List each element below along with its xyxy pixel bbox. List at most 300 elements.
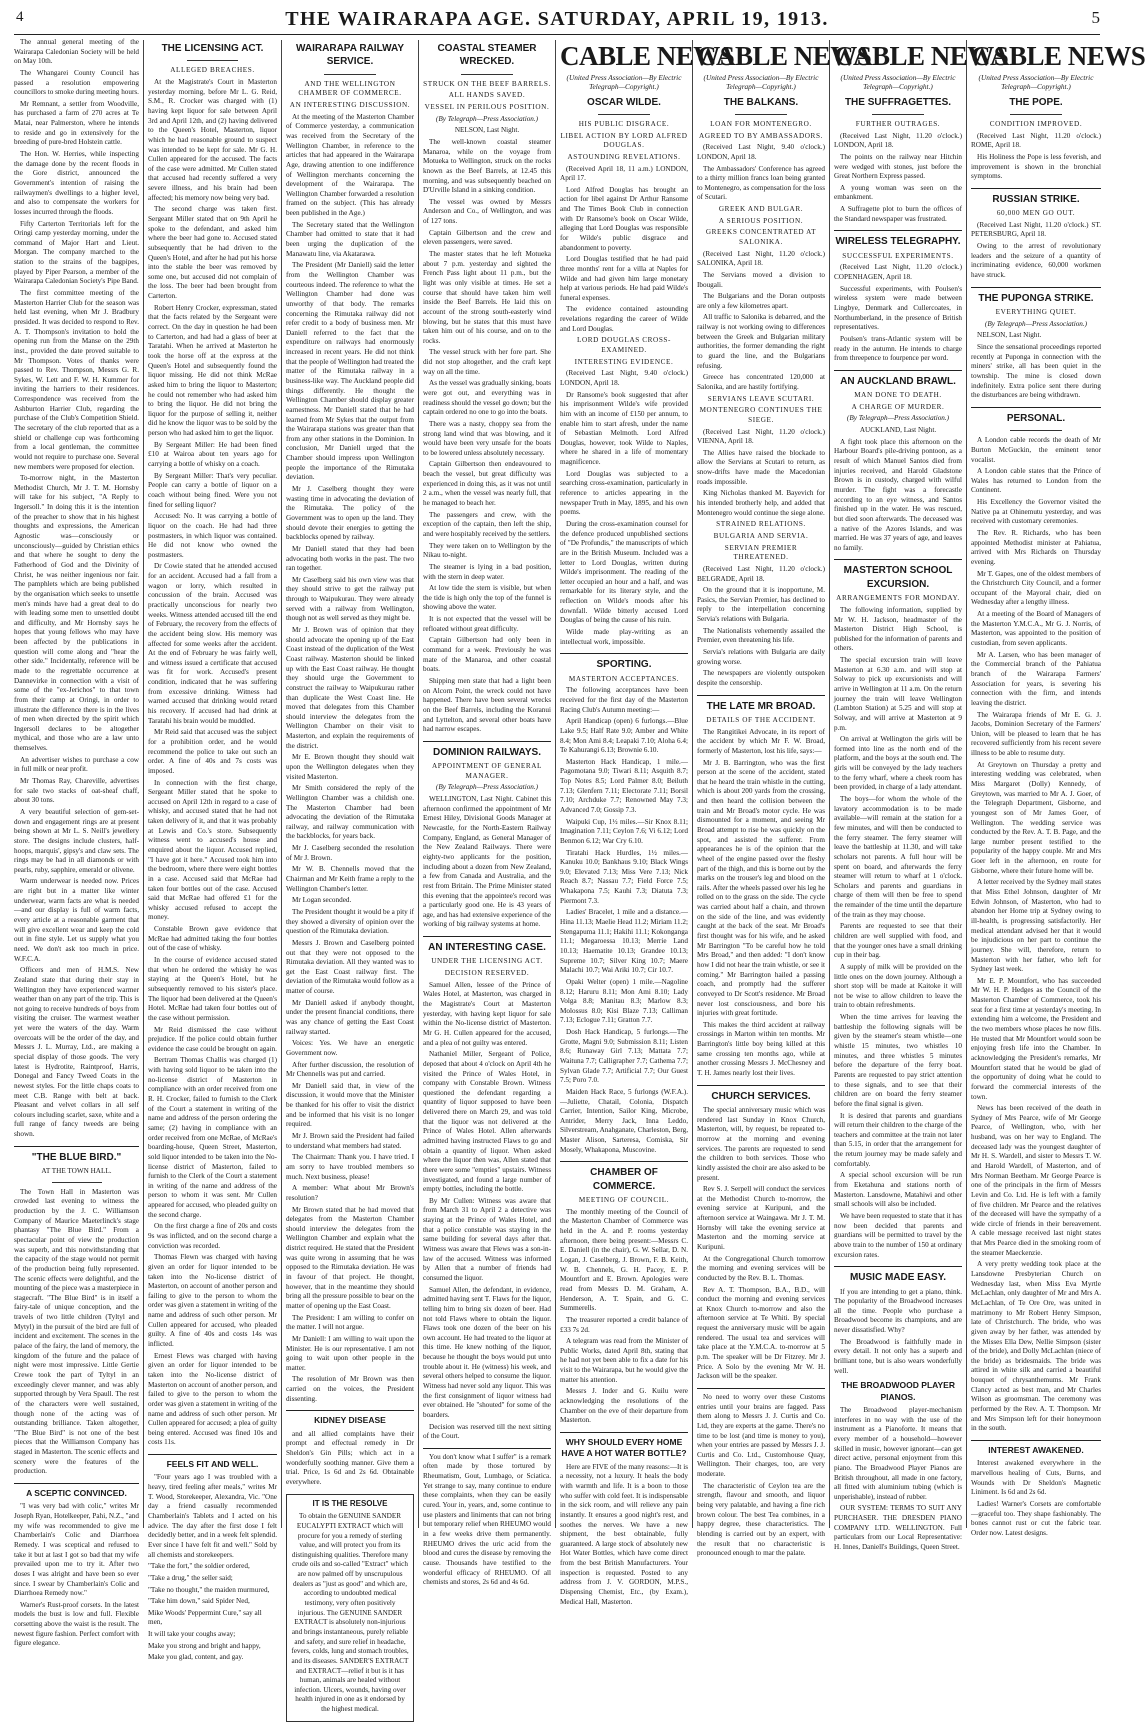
paragraph: The Secretary stated that the Wellington Chamber had omitted to state that it had been urging the duplication of the Manawatu line, via Akatarawa. xyxy=(286,220,414,258)
paragraph: Mr Thomas Ray, Chareville, advertises for sale two stacks of oat-sheaf chaff, about 30 tons. xyxy=(14,777,139,805)
rule xyxy=(423,1448,551,1449)
wilde-subheading-4: LORD DOUGLAS CROSS-EXAMINED. xyxy=(576,336,672,355)
music-body xyxy=(834,1288,962,1377)
paragraph: You don't know what I suffer" is a remark often made by those tortured by Rheumatism, Gout, Lumbago, or Sciatica. Yet strange to say, many continue to endure these complaints, when they can be easily cured. Your in, years, and, some continue to use plasters and liniments that can not bring but temporary relief when RHEUMO would in a few weeks drive them permanently. RHEUMO drives the uric acid from the blood and cures the disease by removing the cause. Thousands have testified to the wonderful efficacy of RHEUMO. Of all chemists and stores, 2s 6d and 4s 6d. xyxy=(423,1452,551,1587)
paragraph: A London cable states that the Prince of Wales has returned to London from the Continent. xyxy=(971,467,1101,495)
rule xyxy=(834,1266,962,1267)
column-1 xyxy=(14,38,139,1648)
press-credit: (By Telegraph—Press Association.) xyxy=(435,783,539,792)
paragraph: A letter received by the Sydney mail states that Miss Ethel Johnson, daughter of Mr Edwin Johnson, of Masterton, who had to abandon her Home trip at Sydney owing to ill-health, is progressing satisfactorily. Her medical attendant advised her that it would be injudicious on her part to continue the journey. She will, therefore, return to Masterton with her father, who left for Sydney last week. xyxy=(971,878,1101,974)
paragraph: By Mr Cullen: Witness was aware that from March 31 to April 2 a detective was staying at the Prince of Wales Hotel, and that a police constable was staying in the same building for several days after that. Witness was aware that Flews was a son-in-law of the accused. Witness was informed by Allen that a number of friends had consumed the liquor. xyxy=(423,1196,551,1282)
cable-news-banner: CABLE NEWS xyxy=(971,41,1145,71)
russian-heading: RUSSIAN STRIKE. xyxy=(992,193,1080,205)
paragraph: The points on the railway near Hitchin were wedged with stones, just before the Great Northern Express passed. xyxy=(834,152,962,181)
church-heading: CHURCH SERVICES. xyxy=(711,1090,811,1102)
wilde-subheading-3: ASTOUNDING REVELATIONS. xyxy=(567,152,681,161)
railway-subheading: AND THE WELLINGTON CHAMBER OF COMMERCE. xyxy=(298,79,402,98)
rule xyxy=(1010,114,1062,115)
pope-subheading: CONDITION IMPROVED. xyxy=(989,119,1083,128)
sceptic-heading: A SCEPTIC CONVINCED. xyxy=(26,1488,127,1498)
paragraph: It will take your coughs away; xyxy=(148,1630,236,1639)
blue-bird-heading: "THE BLUE BIRD." xyxy=(31,1151,122,1163)
paragraph: Mr J. Brown said the President had failed to understand what members had stated. xyxy=(286,1132,414,1150)
paragraph: The following acceptances have been received for the first day of the Masterton Racing Club's Autumn meeting:— xyxy=(560,686,688,714)
paragraph: News has been received of the death in Sydney of Mrs Pearce, wife of Mr George Pearce, of Wellington, who, with her husband, was on her way to England. The deceased lady was the youngest daughter of Mr H. S. Wardell, and sister to Messrs T. W. and Harold Wardell, of Masterton, and of Mrs Norman Beetham. Mr George Pearce is one of the principals in the firm of Messrs Levin and Co. Ltd. He is left with a family of five children. Mr Pearce and the relatives of the deceased will have the sympathy of a wide circle of friends in their bereavement. A cable message received last night states that Mrs Pearce died in the smoking room of the steamer Maeckenzie. xyxy=(971,1104,1101,1257)
paragraph: The special anniversary music which was rendered last Sunday in Knox Church, Masterton, will, by request, be repeated to-morrow at the morning and evening services. The parents are requested to send the children to both services. Those who kindly assisted the choir are also asked to be present. xyxy=(697,1106,825,1182)
music-heading: MUSIC MADE EASY. xyxy=(849,1272,947,1284)
paragraph: The Rangitikei Advocate, in its report of the accident by which Mr F. W. Broad, formerly of Masterton, lost his life, says:— xyxy=(697,727,825,755)
chamber-body xyxy=(560,1208,688,1426)
paragraph: By Sergeant Miller: He had been fined £10 at Wairoa about ten years ago for carrying a bottle of whisky on a coach. xyxy=(148,440,277,469)
rule xyxy=(560,1432,688,1433)
paragraph: Tiratahi Hack Hurdles, 1½ miles.—Kanuku 10.0; Bankhaus 9.10; Black Wings 9.0; Elevated 7.13; Miss Vere 7.13; Nick Reach 8.7; Nassau 7.7; Field Force 7.5; Whakapona 7.5; Kauhi 7.3; Diatuta 7.3; Piermont 7.3. xyxy=(560,848,688,905)
paragraph: Owing to the arrest of revolutionary leaders and the seizure of a quantity of incriminating evidence, 60,000 workmen have struck. xyxy=(971,242,1101,280)
rule xyxy=(187,60,239,61)
paragraph: Decision was reserved till the next sitting of the Court. xyxy=(423,1422,551,1441)
paragraph: Greece has concentrated 120,000 at Salonika, and are hastily fortifying. xyxy=(697,373,825,391)
paragraph: There was a nasty, choppy sea from the strong land wind that was blowing, and it would have been very unsafe for the boats to be lowered unless absolutely necessary. xyxy=(423,419,551,457)
paragraph: The Whangarei County Council has passed a resolution empowering councillors to smoke during meeting hours. xyxy=(14,68,139,97)
paragraph: At the meeting of the Masterton Chamber of Commerce yesterday, a communication was received from the Secretary of the Wellington Chamber, in reference to the articles that had appeared in the Wairarapa Age, drawing attention to one indifference of Wellington merchants concerning the development of the Wairarapa. The Wellington Chamber forwarded a resolution framed on the subject. (This has already been published in the Age.) xyxy=(286,112,414,218)
balkans-subheading-9: BULGARIA AND SERVIA. xyxy=(713,531,809,540)
paragraph: Here are FIVE of the many reasons:—It is a necessity, not a luxury. It heals the body with warmth and life. It is a boon to those who suffer with cold feet. It is indispensable in the sick room, and will relieve any pain instantly. It ensures a good night's rest, and soothes the nerves. We have a new shipment, the best obtainable, fully guaranteed. A large stock of absolutely new Hot Water Bottles, which have come direct from the best British Manufacturers. Your inspection is requested. Posted to any address from J. V. GORDON, M.P.S., Dispensing Chemist, Etc., (by Exam.), Medical Hall, Masterton. xyxy=(560,1462,688,1606)
paragraph: Robert Henry Crocker, expressman, stated that the facts related by the Sergeant were correct. On the day in question he had been to Carterton, and had had a glass of beer at Taratahi. When he arrived at Masterton he took the horse off at the express at the Queen's Hotel and subsequently found the liquor missing. He did not think McRae asked him to bring the liquor to Masterton; he could not remember who had asked him to bring the liquor. He did not bring the liquor for the purpose of selling it, neither did he know the liquor was to be sold by the person who had asked him to get the liquor. xyxy=(148,303,277,438)
paragraph: Dr Ransome's book suggested that after his imprisonment Wilde's wife provided him with an income of £150 per annum, to enable him to start afresh, under the name of Sebastian Melmoth. Lord Alfred Douglas, however, took Wilde to Naples, where he shared in a life of momentary magnificence. xyxy=(560,390,688,467)
case-subheading-2: DECISION RESERVED. xyxy=(444,969,530,978)
railways-subheading: APPOINTMENT OF GENERAL MANAGER. xyxy=(431,762,543,780)
paragraph: "Take him down," said Spider Ned, xyxy=(148,1597,250,1606)
paragraph: Mr Reid dismissed the case without prejudice. If the police could obtain further evidence the case could be brought on again. xyxy=(148,1025,277,1053)
paragraph: (Received Last Night, 11.20 o'clock.) BELGRADE, April 18. xyxy=(697,564,825,583)
church-body xyxy=(697,1106,825,1382)
paragraph: (Received April 18, 11 a.m.) LONDON, April 17. xyxy=(560,164,688,183)
paragraph: At a meeting of the Board of Managers of the Masterton Y.M.C.A., Mr G. J. Norris, of Masterton, was appointed to the position of custodian, from seven applicants. xyxy=(971,610,1101,648)
paragraph: The Servians moved a division to Ibougali. xyxy=(697,270,825,289)
paragraph: NELSON, Last Night. xyxy=(977,331,1042,340)
paragraph: Opaki Welter (open) 1 mile.—Nagoline 8.12; Haruru 8.11; Mon Ami 8.10; Lady Volga 8.8; Manitau 8.3; Marlow 8.3; Molossus 8.0; Kisi Blaze 7.13; Calliman 7.13; Eclogue 7.11; Gratton 7.7. xyxy=(560,977,688,1025)
paragraph: Messrs J. Inder and G. Kuilu were acknowledging the resolutions of the Chamber on the eve of their departure from Masterton. xyxy=(560,1387,688,1425)
press-credit: (By Telegraph—Press Association.) xyxy=(435,114,539,123)
personal-heading: PERSONAL. xyxy=(1006,412,1066,424)
steamer-heading: COASTAL STEAMER WRECKED. xyxy=(437,43,537,68)
paragraph: Mr Daniell stated that they had been advocating both works in the past. The two ran together. xyxy=(286,544,414,573)
paragraph: and all allied complaints have their prompt and effectual remedy in Dr Sheldon's Gin Pills; which act in a wonderfully soothing manner. Give them a trial. Price, 1s 6d and 2s 6d. Obtainable everywhere. xyxy=(286,1429,414,1486)
russian-subheading: 60,000 MEN GO OUT. xyxy=(996,209,1076,218)
paragraph: The resolution of Mr Brown was then carried on the voices, the President dissenting. xyxy=(286,1375,414,1403)
paragraph: "Take the fort," the soldier ordered, xyxy=(148,1562,250,1571)
paragraph: Constable Brown gave evidence that McRae had admitted taking the four bottles out of the case of whisky. xyxy=(148,925,277,953)
paragraph: A member: What about Mr Brown's resolution? xyxy=(286,1184,414,1202)
balkans-body-3 xyxy=(697,428,825,519)
rule xyxy=(735,114,786,115)
paragraph: Officers and men of H.M.S. New Zealand state that during their stay in Wellington they have experienced warmer weather than on any part of the trip. This is not going to receive hundreds of boys from visiting the cruiser. The warmest weather yet were the waters of the day. Warm overcoats will be the order of the day, and Messrs J. L. Murray, Ltd., are making a special display of those goods. The very latest is Hydrotite, Raintproof, Harris, Donegal and Fancy Tweed Coats in the newest styles. For the little chaps coats to meet C.B. Range with belt at back. Pleasant and velvet collars in all self colours including scarlet, saxe, white and a full range of fancy tweeds are being shown. xyxy=(14,966,139,1139)
paragraph: Mr Daniell: I am willing to wait upon the Minister. He is our representative. I am not going to wait upon other people in the matter. xyxy=(286,1334,414,1372)
column-rule xyxy=(966,40,967,1528)
broad-heading: THE LATE MR BROAD. xyxy=(706,700,816,712)
column-rule xyxy=(281,40,282,1528)
paragraph: The characteristic of Ceylon tea are the strength, flavour and smooth, and liquor being very palatable, and having a fine rich brown colour. The best Tea combines, in a happy degree, these characteristics. The blending is carried out by an expert, with the result that no characteristic is pronounced enough to mar the palate. xyxy=(697,1481,825,1558)
paragraph: Voices: Yes. We have an energetic Government now. xyxy=(286,1039,414,1057)
paragraph: (Received Last Night, 11.20 o'clock.) VIENNA, April 18. xyxy=(697,427,825,446)
balkans-subheading-6: SERVIANS LEAVE SCUTARI. xyxy=(707,394,815,403)
sporting-heading: SPORTING. xyxy=(596,659,652,671)
rule xyxy=(834,230,962,231)
paragraph: Rev S. J. Serpell will conduct the services at the Methodist Church to-morrow, the evening service at Kuripuni, and the afternoon service at Waingawa. Mr J. T. M. Hornsby will take the evening service at Masterton and the morning service at Kuripuni. xyxy=(697,1185,825,1251)
paragraph: At the Magistrate's Court in Masterton yesterday morning, before Mr L. G. Reid, S.M., R. Crocker was charged with (1) having kept liquor for sale between April 3rd and April 12th, and (2) having delivered to the Queen's Hotel, Masterton, liquor which he had reasonable ground to suspect was intended to be kept for sale. Mr G. H. Cullen appeared for the accused. The facts of the case were admitted. Mr Cullen stated that accused had recently suffered a very severe illness, and his brain had been affected; his memory now being very bad. xyxy=(148,78,277,202)
paragraph: Mr Reid said that accused was the subject for a prohibition order, and he would recommend the police to take out such an order. A fine of 40s and 7s costs was imposed. xyxy=(148,728,277,775)
paragraph: The vessel was owned by Messrs Anderson and Co., of Wellington, and was of 127 tons. xyxy=(423,197,551,226)
puponga-subheading: EVERYTHING QUIET. xyxy=(995,308,1077,317)
page-number: 5 xyxy=(1091,8,1100,27)
paragraph: They were taken on to Wellington by the Nikau to-night. xyxy=(423,541,551,560)
paragraph: A Suffragette plot to burn the offices of the Standard newspaper was frustrated. xyxy=(834,205,962,223)
paragraph: Mr W. B. Chennells moved that the Chairman and Mr Keith frame a reply to the Wellington Chamber's letter. xyxy=(286,865,414,893)
paragraph: Lord Douglas testified that he had paid three months' rent for a villa at Naples for Wilde and had given him large monetary help at various periods. He had paid Wilde's funeral expenses. xyxy=(560,255,688,302)
paragraph: Samuel Allen, the defendant, in evidence, admitted having sent T. Flaws for the liquor, telling him to bring six dozen of beer. Had not told Flaws where to obtain the liquor. Flaws took one dozen of the beer on his own account. He had treated to the liquor at this time. He knew nothing of the liquor, because he thought the boys would put unto trouble about it. He (witness) his week, and several others helped to consume the liquor. Witness had never sold any liquor. This was the first consignment of liquor witness had ever obtained. He "shouted" for some of the boarders. xyxy=(423,1285,551,1419)
russian-body xyxy=(971,221,1101,281)
bottle-heading: WHY SHOULD EVERY HOME HAVE A HOT WATER BOTTLE? xyxy=(561,1436,687,1459)
page-number-left: 4 xyxy=(16,9,24,25)
chamber-heading: CHAMBER OF COMMERCE. xyxy=(590,1167,658,1192)
case-body xyxy=(423,981,551,1442)
wilde-subheading: HIS PUBLIC DISGRACE. xyxy=(578,119,670,128)
paragraph: On the ground that it is inopportune, M. Pasics, the Servian Premier, has declined to reply to the interpellation concerning Servia's relations with Bulgaria. xyxy=(697,586,825,624)
personal-body xyxy=(971,436,1101,1434)
dateline: AUCKLAND, Last Night. xyxy=(859,426,937,435)
paragraph: (Received Last Night, 11.20 o'clock.) ROME, April 18. xyxy=(971,131,1101,150)
sporting-body xyxy=(560,686,688,1155)
paragraph: Mr Remnant, a settler from Woodville, has purchased a farm of 270 acres at Te Matai, near Palmerston, where he intends to reside and go in extensively for the breeding of pure-bred Holstein cattle. xyxy=(14,99,139,147)
licensing-heading: THE LICENSING ACT. xyxy=(161,43,264,54)
paragraph: Masterton Hack Handicap, 1 mile.—Pagomotana 9.0; Tiwari 8.11; Asquith 8.7; Top Notes 8.5; Lord Palmer 8.0; Beiluth 7.13; Glenfern 7.11; Electorate 7.11; Borsil 7.10; Archduke 7.7; Renowned May 7.3; Advanced 7.0; Gossip 7.3. xyxy=(560,757,688,814)
licensing-body xyxy=(148,78,277,1448)
paragraph: Mr E. Brown thought they should wait upon the Wellington delegates when they visited Masterton. xyxy=(286,753,414,781)
paragraph: The Broadwood is faithfully made in every detail. It not only has a superb and brilliant tone, but is also wears wonderfully well. xyxy=(834,1337,962,1375)
wilde-subheading-2: LIBEL ACTION BY LORD ALFRED DOUGLAS. xyxy=(560,131,688,150)
paragraph: A young woman was seen on the embankment. xyxy=(834,183,962,202)
paragraph: Messrs J. Brown and Caselberg pointed out that they were not opposed to the Rimutaka deviation. All they wanted was to get the East Coast railway first. The deviation of the Rimutaka would follow as a matter of course. xyxy=(286,938,414,996)
paragraph: A very pretty wedding took place at the Lansdowne Presbyterian Church on Wednesday last, when Miss Eva Myrtle McLachlan, only daughter of Mr and Mrs A. McLachlan, of Te Ore Ore, was united in matrimony to Mr Robert Henry Simpson, late of Christchurch. The bride, who was given away by her father, was attended by the Misses Ella Dew, Nellie Simpson (sister of the bride), and Dolly McLachlan (niece of the bride) as bridesmaids. The bride was attired in white silk and carried a beautiful bouquet of chrysanthemums. Mr Frank Clancy acted as best man, and Mr Charles Wilson as groomsman. The ceremony was performed by the Rev. A. T. Thompson. Mr and Mrs Simpson left for their honeymoon in the south. xyxy=(971,1260,1101,1433)
paragraph: Mr J. Caselberg seconded the resolution of Mr J. Brown. xyxy=(286,844,414,862)
railway-heading: WAIRARAPA RAILWAY SERVICE. xyxy=(296,43,404,68)
sceptic-body xyxy=(14,1502,139,1649)
wilde-heading: OSCAR WILDE. xyxy=(587,96,661,108)
paragraph: Make you strong and bright and happy, xyxy=(148,1641,261,1650)
paragraph: Maiden Hack Race, 5 furlongs (W.F.A.).—Juliette, Chatail, Colonia, Dispatch Carrier, Intention, Sailor King, Microbe, Antrider, Merry Jack, Inna Leddo, Silverstream, Anahganate, Charleston, Berg, Master Alison, Sarteresa, Comiska, Sir Mosely, Whakapona, Muscovine. xyxy=(560,1087,688,1154)
paragraph: The passengers and crew, with the exception of the captain, then left the ship, and were hospitably received by the settlers. xyxy=(423,510,551,538)
wireless-body xyxy=(834,263,962,363)
rule xyxy=(148,1454,277,1455)
paragraph: The first committee meeting of the Masterton Harrier Club for the season was held last evening, when Mr J. Bradbury presided. It was decided to respond to Rev. A. T. Thompson's invitation to hold the opening run from the Manse on the 29th inst., provided the date proved suitable to Mr Thompson. Votes of thanks were passed to Rev. Thompson, Messrs G. R. Sykes, W. Lett and F. W. H. Kummer for inviting the harriers to their residences. Correspondence was received from the Ashburton Harrier Club, regarding the purchase of the Club's Competition Shield. The secretary of the club reported that as a shield or challenge cup was forthcoming from a local gentleman, the committee would not require to purchase one. Several new members were proposed for election. xyxy=(14,289,139,471)
paragraph: April Handicap (open) 6 furlongs.—Blue Lake 9.5; Half Rate 9.0; Amber and White 8.4; Mon Ami 8.4; Leapaki 7.10; Aloha 6.4; Te Kahurangi 6.13; Brownie 6.10. xyxy=(560,717,688,755)
paragraph: "Take a drug," the seller said; xyxy=(148,1573,233,1582)
paragraph: To obtain the GENUINE SANDER EUCALYPTI EXTRACT which will procure for you a remedy of sterling value, and will protect you from its distinguishing qualities. Therefore many crude oils and so-called "Extract" which are now palmed off by unscrupulous dealers as "just as good" and which are, according to undoubted medical testimony, very often positively injurious. The GENUINE SANDER EXTRACT is absolutely non-injurious and brings instantaneous, purely reliable and safety, and sure relief in headache, fevers, colds, lung and stomach troubles, and its diseases. SANDER'S EXTRACT and EXTRACT—relief it but is it has human, animals are healed without infection. Ulcers, wounds, having over health injured in one as it endorsed by the highest medical. xyxy=(291,1512,409,1714)
paragraph: Dr Cowie stated that he attended accused for an accident. Accused had a fall from a wagon or lorry, which resulted in concussion of the brain. Accused was practically unconscious for nearly two weeks. Witness attended accused till the end of February, the recovery from the effects of the accident being slow. His memory was affected for some weeks after the accident. At the end of February he was fairly well, and witness issued a certificate that accused was fit for work. Accused's present condition, indicated that he was suffering from excessive drinking. Witness had warned accused that drinking would retard his recovery. If accused had had drink at Taratahi his brain would be muddled. xyxy=(148,562,277,725)
paragraph: No need to worry over these Customs entries until your brains are fagged. Pass them along to Messrs J. J. Curtis and Co. Ltd, they are experts at the game. There's no time to be lost (and time is money to you), when your entries are passed by Messrs J. J. Curtis and Co. Ltd., Customhouse Quay, Wellington. Their charges, too, are very moderate. xyxy=(697,1392,825,1479)
broad-subheading: DETAILS OF THE ACCIDENT. xyxy=(706,715,816,724)
paragraph: Ernest Flews was charged with having given an order for liquor intended to be taken into the No-license district of Masterton on account of another person, and failed to give to the person to whom the order was given a statement in writing of the name and address of such other person. Mr Cullen appeared for accused; a plea of guilty being entered. Accused was fined 10s and costs 11s. xyxy=(148,1351,277,1447)
blue-bird-subheading: AT THE TOWN HALL. xyxy=(41,1167,112,1176)
paragraph: The steamer is lying in a bad position, with the stern in deep water. xyxy=(423,562,551,581)
steamer-subheading: STRUCK ON THE BEEF BARRELS. xyxy=(423,79,551,88)
rule xyxy=(971,287,1101,288)
rule xyxy=(461,74,512,75)
column-8 xyxy=(971,38,1145,1537)
paragraph: Thomas Flewn was charged with having given an order for liquor intended to be taken into the No-license district of Masterton, on account of another person and failing to give to the person to whom the order was given a statement in writing of the name and address of such other person. Mr Cullen appeared for accused, who pleaded guilty. A fine of 40s and costs 14s was inflicted. xyxy=(148,1253,277,1349)
balkans-subheading-2: AGREED TO BY AMBASSADORS. xyxy=(699,131,823,140)
paragraph: During the cross-examination counsel for the defence produced unpublished sections of "De Profundis," the manuscripts of which are in the British Museum. Included was a letter to Lord Douglas, written during Wilde's imprisonment. The reading of the letter occupied an hour and a half, and was remarkable for its literary style, and the reflection on Wilde's moods after his downfall. Wilde bitterly accused Lord Douglas of being the cause of his ruin. xyxy=(560,519,688,625)
masthead-rule xyxy=(14,34,1100,35)
paragraph: Rev A. T. Thompson, B.A., B.D., will conduct the morning and evening services at Knox Church to-morrow and also the afternoon service at Te Whiti. By special request the anniversary music will be again rendered. The usual tea and services will take place at the Y.M.C.A. to-morrow at 5 p.m. The speaker will be Dr Fitzrey. Mr J. Price. A Solo by the evening Mr W. H. Jackson will be the speaker. xyxy=(697,1285,825,1381)
paragraph: The Broadwood player-mechanism interferes in no way with the use of the instrument as a Pianoforte. It means that every member of a household—however skilled in music, however ignorant—can get direct active, personal enjoyment from this piano. The Broadwood Player Pianos are British throughout, all made in one factory, all fitted with aluminium tubing (which is unperishable), instead of rubber. xyxy=(834,1406,962,1501)
paragraph: Mr T. Gapes, one of the oldest members of the Christchurch City Council, and a former occupant of the Mayoral chair, died on Wednesday after a lengthy illness. xyxy=(971,569,1101,607)
suffragettes-heading: THE SUFFRAGETTES. xyxy=(844,96,952,108)
railway-subheading-2: AN INTERESTING DISCUSSION. xyxy=(289,101,411,110)
rule xyxy=(560,653,688,654)
player-heading: THE BROADWOOD PLAYER PIANOS. xyxy=(841,1380,955,1402)
paragraph: On arrival at Wellington the girls will be formed into line as the north end of the platform, and the boys at the south end. The girls will be conveyed by the lady teachers to the ferry wharf, where a cheek room has been provided, in charge of a lady attendant. xyxy=(834,735,962,792)
paragraph: The evidence contained astounding revelations regarding the career of Wilde and Lord Douglas. xyxy=(560,305,688,333)
rule xyxy=(872,114,923,115)
suffragettes-body xyxy=(834,132,962,225)
cable-credit: (United Press Association—By Electric Telegraph—Copyright.) xyxy=(840,73,956,92)
paragraph: The newspapers are violently outspoken despite the censorship. xyxy=(697,669,825,687)
cable-credit: (United Press Association—By Electric Telegraph—Copyright.) xyxy=(978,73,1094,92)
paragraph: Mr Daniell asked if anybody thought, under the present financial conditions, there was any chance of getting the East Coast railway started. xyxy=(286,998,414,1036)
rheumo-advert xyxy=(423,1453,551,1588)
paragraph: When the time arrives for leaving the battleship the following signals will be given by the steamer's steam whistle—one whistle 15 minutes, two whistles 10 minutes, and three whistles 5 minutes before the departure of the ferry boat. Parents are requested to pay strict attention to these signals, and to see that their children are on board the ferry steamer before the final signal is given. xyxy=(834,1013,962,1108)
column-4 xyxy=(423,38,551,1587)
column-2 xyxy=(148,38,277,1662)
feels-body xyxy=(148,1473,277,1560)
column-6 xyxy=(697,38,872,1558)
excursion-subheading: ARRANGEMENTS FOR MONDAY. xyxy=(836,594,960,603)
paragraph: Warm underwear is needed now. Prices are right but in a matter like winter underwear, warm facts are what is needed—and our display is full of warm facts, every article at a reasonable garment that will give excellent wear and keep the cold out in fine style. Let us supply what you need. We don't ask too much in price. W.F.C.A. xyxy=(14,877,139,963)
interest-body xyxy=(971,1459,1101,1538)
paragraph: If you are intending to get a piano, think. The popularity of the Broadwood increases all the time. People who purchase a Broadwood become its champions, and are never dissatisfied. Why? xyxy=(834,1287,962,1335)
paragraph: Parents are requested to see that their children are well supplied with food, and that the younger ones have a small drinking cup in their bag. xyxy=(834,922,962,960)
newspaper-title: THE WAIRARAPA AGE. SATURDAY, APRIL 19, 1913. xyxy=(285,8,829,30)
wilde-body-2 xyxy=(560,369,688,647)
brawl-subheading: MAN DONE TO DEATH. xyxy=(854,391,942,400)
column-7 xyxy=(834,38,1009,1552)
paragraph: Mr Logan seconded. xyxy=(292,896,352,905)
cable-credit: (United Press Association—By Electric Telegraph—Copyright.) xyxy=(566,73,682,92)
paragraph: The special excursion train will leave Masterton at 6.30 a.m. and will stop at Solway to pick up excursionists and will arrive in Wellington at 11 a.m. On the return journey the train will leave Wellington (Lambton Station) at 5.25 and will stop at Solway, and will arrive at Masterton at 9 p.m. xyxy=(834,656,962,732)
paragraph: A telegram was read from the Minister of Public Works, dated April 8th, stating that he had not yet been able to fix a date for his visit to the Wairarapa, but he would give the matter his attention. xyxy=(560,1337,688,1384)
curtis-advert xyxy=(697,1393,825,1559)
balkans-subheading-8: STRAINED RELATIONS. xyxy=(716,520,806,529)
paragraph: Mr J. Brown was of opinion that they should advocate the opening up of the East Coast instead of the duplication of the West Coast railway. Masterton should be linked up with the East Coast railway. He thought they should urge the Government to construct the railway to Waipukurau rather than duplicate the West Coast line. He moved that delegates from this Chamber should interview the delegates from the Wellington Chamber on their visit to Masterton, and explain the requirements of the district. xyxy=(286,626,414,750)
paragraph: Since the sensational proceedings reported recently at Puponga in connection with the miners' strike, all has been quiet in the township. The mine is closed down indefinitely. Extra police sent there during the disturbances are being withdrawn. xyxy=(971,342,1101,400)
brawl-body xyxy=(834,438,962,554)
paragraph: As the vessel was gradually sinking, boats were got out, and everything was in readiness should the vessel go down; but the captain ordered no one to go into the boats. xyxy=(423,379,551,417)
paragraph: The Town Hall in Masterton was crowded last evening to witness the production by the J. C. Williamson Company of Maurice Maeterlinck's stage phantasy "The Blue Bird." From a spectacular point of view the production was superb, and this notwithstanding that the capacity of the stage would not permit of the production being fully represented. The scenic effects were delightful, and the mounting of the piece was a masterpiece in stagecraft. "The Blue Bird" is in itself a fairy-tale of unique conception, and the travels of two little children (Tyltyl and Mytyl) in the pursuit of the bird are full of incident and excitement. The scenes in the palace of the fairy, the land of memory, the kingdom of the future and the palace of night were most impressive. Little Gertie Crewe took the part of Tyltyl in an exceedingly clever manner, and was ably supported through by Vera Spaull. The rest of the characters were well sustained, though none of the acting was of outstanding brilliance. Taken altogether, "The Blue Bird" is not one of the best pieces that the Williamson Company has staged in Masterton. The scenic effects and scenery were the features of the production. xyxy=(14,1187,139,1476)
paragraph: The Rev. R. Richards, who has been appointed Methodist minister at Pahiatua, arrived with Mrs Richards on Thursday evening. xyxy=(971,528,1101,566)
paragraph: In connection with the first charge, Sergeant Miller stated that he spoke to accused on April 12th in regard to a case of whisky, and accused stated that he had not taken delivery of it, and that it was probably at Lewis and Co.'s store. Subsequently witness went to accused's house and enquired about the liquor. Accused replied, "I have got it here." Accused took him into the bedroom, where there were eight bottles in a case. Accused said that McRae had taken four bottles out of the case. Accused said that McRae had offered £1 for the whisky accused refused to accept the money. xyxy=(148,778,277,922)
paragraph: Lord Douglas was subjected to a searching cross-examination, particularly in reference to articles appearing in the newspaper Truth in May, 1895, and his own poems. xyxy=(560,469,688,517)
rule xyxy=(971,407,1101,408)
interest-heading: INTEREST AWAKENED. xyxy=(988,1444,1084,1455)
paragraph: The Wairarapa friends of Mr E. G. J. Jacobs, Dominion Secretary of the Farmers' Union, will be pleased to learn that he has recovered sufficiently from his recent severe illness to be able to resume duty. xyxy=(971,710,1101,758)
chamber-subheading: MEETING OF COUNCIL. xyxy=(578,1196,670,1205)
paragraph: The annual general meeting of the Wairarapa Caledonian Society will be held on May 10th. xyxy=(14,38,139,66)
paragraph: A supply of milk will be provided on the little ones on the down journey. Although a short stop will be made at Kaitoke it will not be wise to allow children to leave the train to obtain refreshments. xyxy=(834,962,962,1010)
column-rule xyxy=(692,40,693,1528)
cable-news-banner: CABLE NEWS xyxy=(697,41,872,71)
paragraph: A special school excursion will be run from Eketahuna and stations north of Masterton. Lansdowne, Matahiwi and other small schools will also be included. xyxy=(834,1171,962,1209)
paragraph: Bertram Thomas Challis was charged (1) with having sold liquor to be taken into the no-license district of Masterton in compliance with an order received from one R. H. Crocker, failed to furnish to the Clerk of the Court a statement in writing of the name and address of the person ordering the same; (2) having in compliance with an order received from one McRae, of McRae's boarding-house, Queen Street, Masterton, sold liquor intended to be taken into the No-license district of Masterton, failed to furnish to the Clerk of the Court a statement in writing of the name and address of the person to whom it was sent. Mr Cullen appeared for accused, who pleaded guilty on the second charge. xyxy=(148,1056,277,1219)
paragraph: Mr Daniell said that, in view of the discussion, it would move that the Minister be thanked for his offer to visit the district and be informed that his visit is no longer required. xyxy=(286,1081,414,1129)
paragraph: The monthly meeting of the Council of the Masterton Chamber of Commerce was held in the A. and P. rooms yesterday afternoon, there being present:—Messrs C. E. Daniell (in the chair), G. W. Sellar, D. N. Logan, J. Caselberg, J. Brown, F. B. Keith, W. B. Chennels, G. H. Pacey, E. P. Mountfort and E. Brown. Apologies were read from Messrs D. M. Graham, A. Henderson, A. T. Spain, and G. C. Summerells. xyxy=(560,1207,688,1313)
paragraph: Mr Brown stated that he had moved that delegates from the Masterton Chamber should interview the delegates from the Wellington Chamber and explain what the district required. He stated that the President was quite wrong in assuming that he was opposed to the Rimutaka deviation. He was in favour of that project. He thought, however, that in the meantime they should bring all the pressure possible to bear on the matter of opening up the East Coast. xyxy=(286,1205,414,1310)
rule xyxy=(324,74,375,75)
column-rule xyxy=(555,40,556,1528)
paragraph: It is not expected that the vessel will be refloated without great difficulty. xyxy=(423,615,551,633)
balkans-body-4 xyxy=(697,565,825,689)
paragraph: "Four years ago I was troubled with a heavy, tired feeling after meals," writes Mr T. Wood, Storekeeper, Alexandra, Vic. "One day a friend casually recommended Chamberlain's Tablets and I acted on his advice. The day after the first dose I felt decidedly better, and in a week felt splendid. Ever since I have felt fit and well." Sold by all chemists and storekeepers. xyxy=(148,1473,277,1559)
paragraph: His Excellency the Governor visited the Native pa at Ohinemutu yesterday, and was received with customary ceremonies. xyxy=(971,498,1101,526)
brawl-subheading-2: A CHARGE OF MURDER. xyxy=(851,402,945,411)
paragraph: Samuel Allen, lessee of the Prince of Wales Hotel, at Masterton, was charged in the Magistrate's Court at Masterton yesterday, with having kept liquor for sale within the No-license district of Masterton. Mr G. H. Cullen appeared for the accused, and a plea of not guilty was entered. xyxy=(423,980,551,1047)
balkans-subheading-7: MONTENEGRO CONTINUES THE SIEGE. xyxy=(699,406,823,424)
verse-advert xyxy=(148,1562,277,1663)
paragraph: Accused: No. It was carrying a bottle of liquor on the coach. He had had three postmasters, in which liquor was contained. He did not know who owned the postmasters. xyxy=(148,512,277,559)
paragraph: Lord Alfred Douglas has brought an action for libel against Dr Arthur Ransome and The Times Book Club in connection with Dr Ransome's book on Oscar Wilde, alleging that Lord Douglas was responsible for Wilde's public disgrace and abandonment to poverty. xyxy=(560,185,688,252)
rule xyxy=(423,741,551,742)
rule xyxy=(697,1085,825,1086)
wireless-subheading: SUCCESSFUL EXPERIMENTS. xyxy=(842,251,954,260)
paragraph: Shipping men state that had a light been on Alcorn Point, the wreck could not have happened. There have been several wrecks on the Beef Barrels, including the Koranui and Lyttelton, and several other boats have had narrow escapes. xyxy=(423,676,551,734)
paragraph: (Received Last Night, 11.20 o'clock.) LONDON, April 18. xyxy=(834,131,962,150)
rule xyxy=(560,1161,688,1162)
paragraph: Waipuki Cup, 1½ miles.—Sir Knox 8.11; Imagination 7.11; Ceylon 7.6; Vi 6.12; Lord Benmon 6.12; War Cry 6.10. xyxy=(560,817,688,845)
paragraph: The boys—for whom the whole of the lavatory accommodation is to be made available—will remain at the station for a few minutes, and will then be conducted to the ferry steamer. The ferry steamer will leave the battleship at 11.30, and will take scholars not parents. A full hour will be spent on board, and afterwards the ferry steamer will return to wharf at 1 o'clock. Scholars and parents and guardians in charge of them will then be free to spend the remainder of the time until the departure of the train as they may choose. xyxy=(834,795,962,919)
balkans-subheading-10: SERVIAN PREMIER THREATENED. xyxy=(724,543,798,562)
balkans-subheading-5: GREEKS CONCENTRATED AT SALONIKA. xyxy=(705,228,817,246)
paragraph: The President: I am willing to confer on the matter. I will not argue. xyxy=(286,1313,414,1332)
paragraph: The Allies have raised the blockade to allow the Servians at Scutari to return, as snow-drifts have made the Macedonian roads impossible. xyxy=(697,448,825,486)
paragraph: Mr J. Caselberg thought they were wasting time in advocating the deviation of the Rimutaka. The policy of the Government was to open up the land. They should devote their energies to getting the backblocks opened by railway. xyxy=(286,485,414,542)
paragraph: We have been requested to state that it has now been decided that parents and guardians will be permitted to travel by the above train to the number of 150 at ordinary excursion rates. xyxy=(834,1211,962,1259)
paragraph: OUR SYSTEM: TERMS TO SUIT ANY PURCHASER. THE DRESDEN PIANO COMPANY LTD. WELLINGTON. Full particulars from our Local Representative: H. Innes, Daniell's Buildings, Queen Street. xyxy=(834,1504,962,1552)
licensing-subheading: ALLEGED BREACHES. xyxy=(170,66,255,75)
paragraph: At low tide the stern is visible, but when the tide is high only the top of the funnel is showing above the water. xyxy=(423,584,551,612)
paragraph: A London cable records the death of Mr Burton McGuckin, the eminent tenor vocalist. xyxy=(971,436,1101,464)
paragraph: This makes the third accident at railway crossings in Marton within ten months. Mr Barrington's little boy being killed at this same crossing ten months ago, while at another crossing Messrs J. McChesney and T. H. James nearly lost their lives. xyxy=(697,1020,825,1077)
rule xyxy=(971,1440,1101,1441)
railway-body xyxy=(286,113,414,1405)
cable-news-banner: CABLE NEWS xyxy=(834,41,1009,71)
pope-body xyxy=(971,132,1101,182)
balkans-heading: THE BALKANS. xyxy=(723,96,799,108)
paragraph: Captain Gilbertson and the crew and eleven passengers, were saved. xyxy=(423,228,551,247)
paragraph: His Holiness the Pope is less feverish, and improvement is shown in the bronchial symptoms. xyxy=(971,152,1101,181)
rule xyxy=(1010,430,1062,431)
balkans-body-2 xyxy=(697,250,825,393)
rule xyxy=(971,188,1101,189)
paragraph: Servia's relations with Bulgaria are daily growing worse. xyxy=(697,647,825,666)
balkans-subheading-3: GREEK AND BULGAR. xyxy=(718,205,804,214)
paragraph: The second charge was taken first. Sergeant Miller stated that on 9th April he spoke to the defendant, and asked him where the beer had gone to. Accused stated subsequently that he had driven to the Queen's Hotel, and after he had put his horse into the stable the beer was removed by some one, but accused did not complain of the loss. The beer had been brought from Carterton. xyxy=(148,205,277,301)
brawl-heading: AN AUCKLAND BRAWL. xyxy=(840,375,956,387)
rule xyxy=(14,1483,139,1484)
railways-body xyxy=(423,795,551,930)
rule xyxy=(834,559,962,560)
steamer-subheading-2: ALL HANDS SAVED. xyxy=(448,91,526,100)
wireless-heading: WIRELESS TELEGRAPHY. xyxy=(835,236,961,248)
steamer-body xyxy=(423,138,551,735)
paragraph: On the first charge a fine of 20s and costs 9s was inflicted, and on the second charge a conviction was recorded. xyxy=(148,1222,277,1250)
player-body xyxy=(834,1406,962,1553)
puponga-heading: THE PUPONGA STRIKE. xyxy=(978,292,1094,304)
rule xyxy=(14,1146,139,1147)
rule xyxy=(834,370,962,371)
paragraph: King Nicholas thanked M. Bayevich for his intended brotherly help, and added that Montenegro would continue the siege alone. xyxy=(697,489,825,517)
sander-advert xyxy=(286,1494,414,1722)
paragraph: An advertiser wishes to purchase a cow in full milk or near profit. xyxy=(14,755,139,774)
paragraph: The Bulgarians and the Doran outposts are only a few kilometres apart. xyxy=(697,292,825,310)
steamer-subheading-3: VESSEL IN PERILOUS POSITION. xyxy=(424,103,550,112)
paragraph: Make you glad, content, and gay. xyxy=(148,1653,244,1662)
paragraph: The President (Mr Daniell) said the letter from the Wellington Chamber was courteous indeed. The reference to what the Wellington Chamber had done was unworthy of that body. The remarks concerning the Rimutaka railway did not refer credit to a body of business men. Mr Daniell referred to the fact that the expenditure on railways had enormously increased in recent years. He did not think that the people of Wellington had treated the matter of the Rimutaka railway in a business-like way. The Auckland people did things differently. He thought the Wellington Chamber should display greater earnestness. Mr Daniell stated that he had learned from Mr Sykes that the output from the Wairarapa stations was greater than that from any other stations in the Dominion. In conclusion, Mr Daniell urged that the Chamber should impress upon Wellington people the importance of the Rimutaka deviation. xyxy=(286,261,414,482)
kidney-body xyxy=(286,1430,414,1488)
rule xyxy=(598,114,649,115)
feels-heading: FEELS FIT AND WELL. xyxy=(166,1459,259,1470)
wilde-body xyxy=(560,165,688,335)
column-3 xyxy=(286,38,414,1714)
paragraph: Mr E. P. Mountfort, who has succeeded Mr W. H. P. Hedges as the Council of the Masterton Chamber of Commerce, took his seat for a first time at yesterday's meeting. In extending him a welcome, the President and the two members whose places he now fills. He trusted that Mr Mountfort would soon be enjoying fresh life into the Chamber. In acknowledging the President's remarks, Mr Mountfort stated that he would be glad of the opportunity of doing what he could to forward the commercial interests of the town. xyxy=(971,976,1101,1101)
paragraph: (Received Last Night, 11.20 o'clock.) ST. PETERSBURG, April 18. xyxy=(971,220,1101,239)
paragraph: The vessel struck with her fore part. She did not stop altogether, and the craft kept way on all the time. xyxy=(423,348,551,376)
paragraph: To-morrow night, in the Masterton Methodist Church, Mr J. T. M. Hornsby will take for his subject, "A Reply to Ingersoll." In doing this it is the intention of the preacher to show that in his highest thoughts and expressions, the American Agnostic was—consciously or unconsciously—guided by Christian ethics and that where he sought to deny the Fatherhood of God and the Divinity of Christ, he was neither ingenious nor fair. The pamphlets which are being published by the organisation which seeks to unsettle men's minds have had a great deal to do with leading some men to unsettled doubt and difficulty, and Mr Hornsby says he hopes that young fellows who may have been affected by the publications in question will come along and "hear the other side." Incidentally, reference will be made to the regrettable occurrence at Dannevirke in connection with a visit of some of the "ex-Jerichos" to that town from their camp at Oringi, in order to illustrate the difference there is in the lives of men when directed by the spirit which Ingersoll declares to be altogether mythical, and those who are a law unto themselves. xyxy=(14,474,139,753)
sander-body xyxy=(291,1512,409,1714)
suffragettes-subheading: FURTHER OUTRAGES. xyxy=(855,119,941,128)
paragraph: At Greytown on Thursday a pretty and interesting wedding was celebrated, when Miss Margaret (Dolly) Kennedy, of Greytown, was married to Mr A. J. Goer, of the Telegraph Department, Gisborne, and youngest son of Mr James Goer, of Wellington. The wedding service was conducted by the Rev. A. T. B. Page, and the large number present testified to the popularity of the happy couple. Mr and Mrs Goer left in the afternoon, en route for Gisborne, where their future home will be. xyxy=(971,760,1101,875)
cable-credit: (United Press Association—By Electric Telegraph—Copyright.) xyxy=(703,73,819,92)
paragraph: (Received Last Night, 11.20 o'clock.) COPENHAGEN, April 18. xyxy=(834,263,962,282)
broad-body xyxy=(697,728,825,1079)
paragraph: Ladies' Bracelet, 1 mile and a distance.—Hina 11.13; Maelie Head 11.2; Miriam 11.2; Stengapuma 11.1; Hakihi 11.1; Kokonganga 11.1; Megaroessa 10.13; Merrie Land 10.13; Haematite 10.13; Grandee 10.13; Supreme 10.7; Silver King 10.7; Maere Malachi 10.7; Wai Ariki 10.7; Cir 10.7. xyxy=(560,908,688,975)
paragraph: By Sergeant Miller: That's very peculiar. People can carry a bottle of liquor on a coach without being fined. Were you not fined for selling liquor? xyxy=(148,471,277,509)
paragraph: Interest awakened everywhere in the marvellous healing of Cuts, Burns, and Wounds with Dr Sheldon's Magnetic Liniment. Is 6d and 2s 6d. xyxy=(971,1459,1101,1497)
column-rule xyxy=(143,40,144,1528)
paragraph: The treasurer reported a credit balance of £33 7s 2d. xyxy=(560,1315,688,1334)
paragraph: The Nationalists vehemently assailed the Premier, even threatening his life. xyxy=(697,626,825,645)
excursion-heading: MASTERTON SCHOOL EXCURSION. xyxy=(843,565,953,590)
press-credit: (By Telegraph—Press Association.) xyxy=(984,319,1088,328)
masthead xyxy=(0,0,1114,34)
column-rule xyxy=(829,40,830,1528)
sander-heading: IT IS THE RESOLVE xyxy=(312,1498,388,1508)
paragraph: After further discussion, the resolution of Mr Chennells was put and carried. xyxy=(286,1060,414,1079)
rule xyxy=(697,1388,825,1389)
paragraph: All traffic to Salonika is debarred, and the railway is not working owing to differences between the Greek and Bulgarian military authorities, the former demanding the right to guard the line, and the Bulgarians refusing. xyxy=(697,313,825,370)
paragraph: A very beautiful selection of gem-set-down and engagement rings are at present being shown at Mr L. S. Neill's jewellery store. The designs include clusters, half-hoops, marquis', gipsy's and claw sets. The rings may be had in all diamonds or with pearls, ruby, sapphire, emerald or olivene. xyxy=(14,807,139,874)
rule xyxy=(52,1182,102,1183)
paragraph: (Received Last Night, 9.40 o'clock.) LONDON, April 18. xyxy=(560,369,688,387)
column-5 xyxy=(560,38,735,1606)
paragraph: Mike Woods' Peppermint Cure," say all men, xyxy=(148,1608,262,1627)
rule xyxy=(697,695,825,696)
paragraph: In the course of evidence accused stated that when he ordered the whisky he was staying at the Queen's Hotel, but he subsequently removed to his sister's place. The liquor had been delivered at the Queen's Hotel. McRae had taken four bottles out of the case without permission. xyxy=(148,956,277,1022)
sporting-subheading: MASTERTON ACCEPTANCES. xyxy=(568,674,680,683)
paragraph: Mr Smith considered the reply of the Wellington Chamber was a childish one. The Masterton Chamber had been advocating the deviation of the Rimutaka railway, and railway communication with the backblocks, for years back. xyxy=(286,784,414,841)
paragraph: "Take no thought," the maiden murmured, xyxy=(148,1585,270,1594)
balkans-subheading-4: A SERIOUS POSITION. xyxy=(718,216,804,225)
rule xyxy=(286,1410,414,1411)
paragraph: Mr A. Larsen, who has been manager of the Commercial branch of the Pahiatua branch of the Wairarapa Farmers' Association for years, is severing his connection with the firm, and intends leaving the district. xyxy=(971,650,1101,707)
